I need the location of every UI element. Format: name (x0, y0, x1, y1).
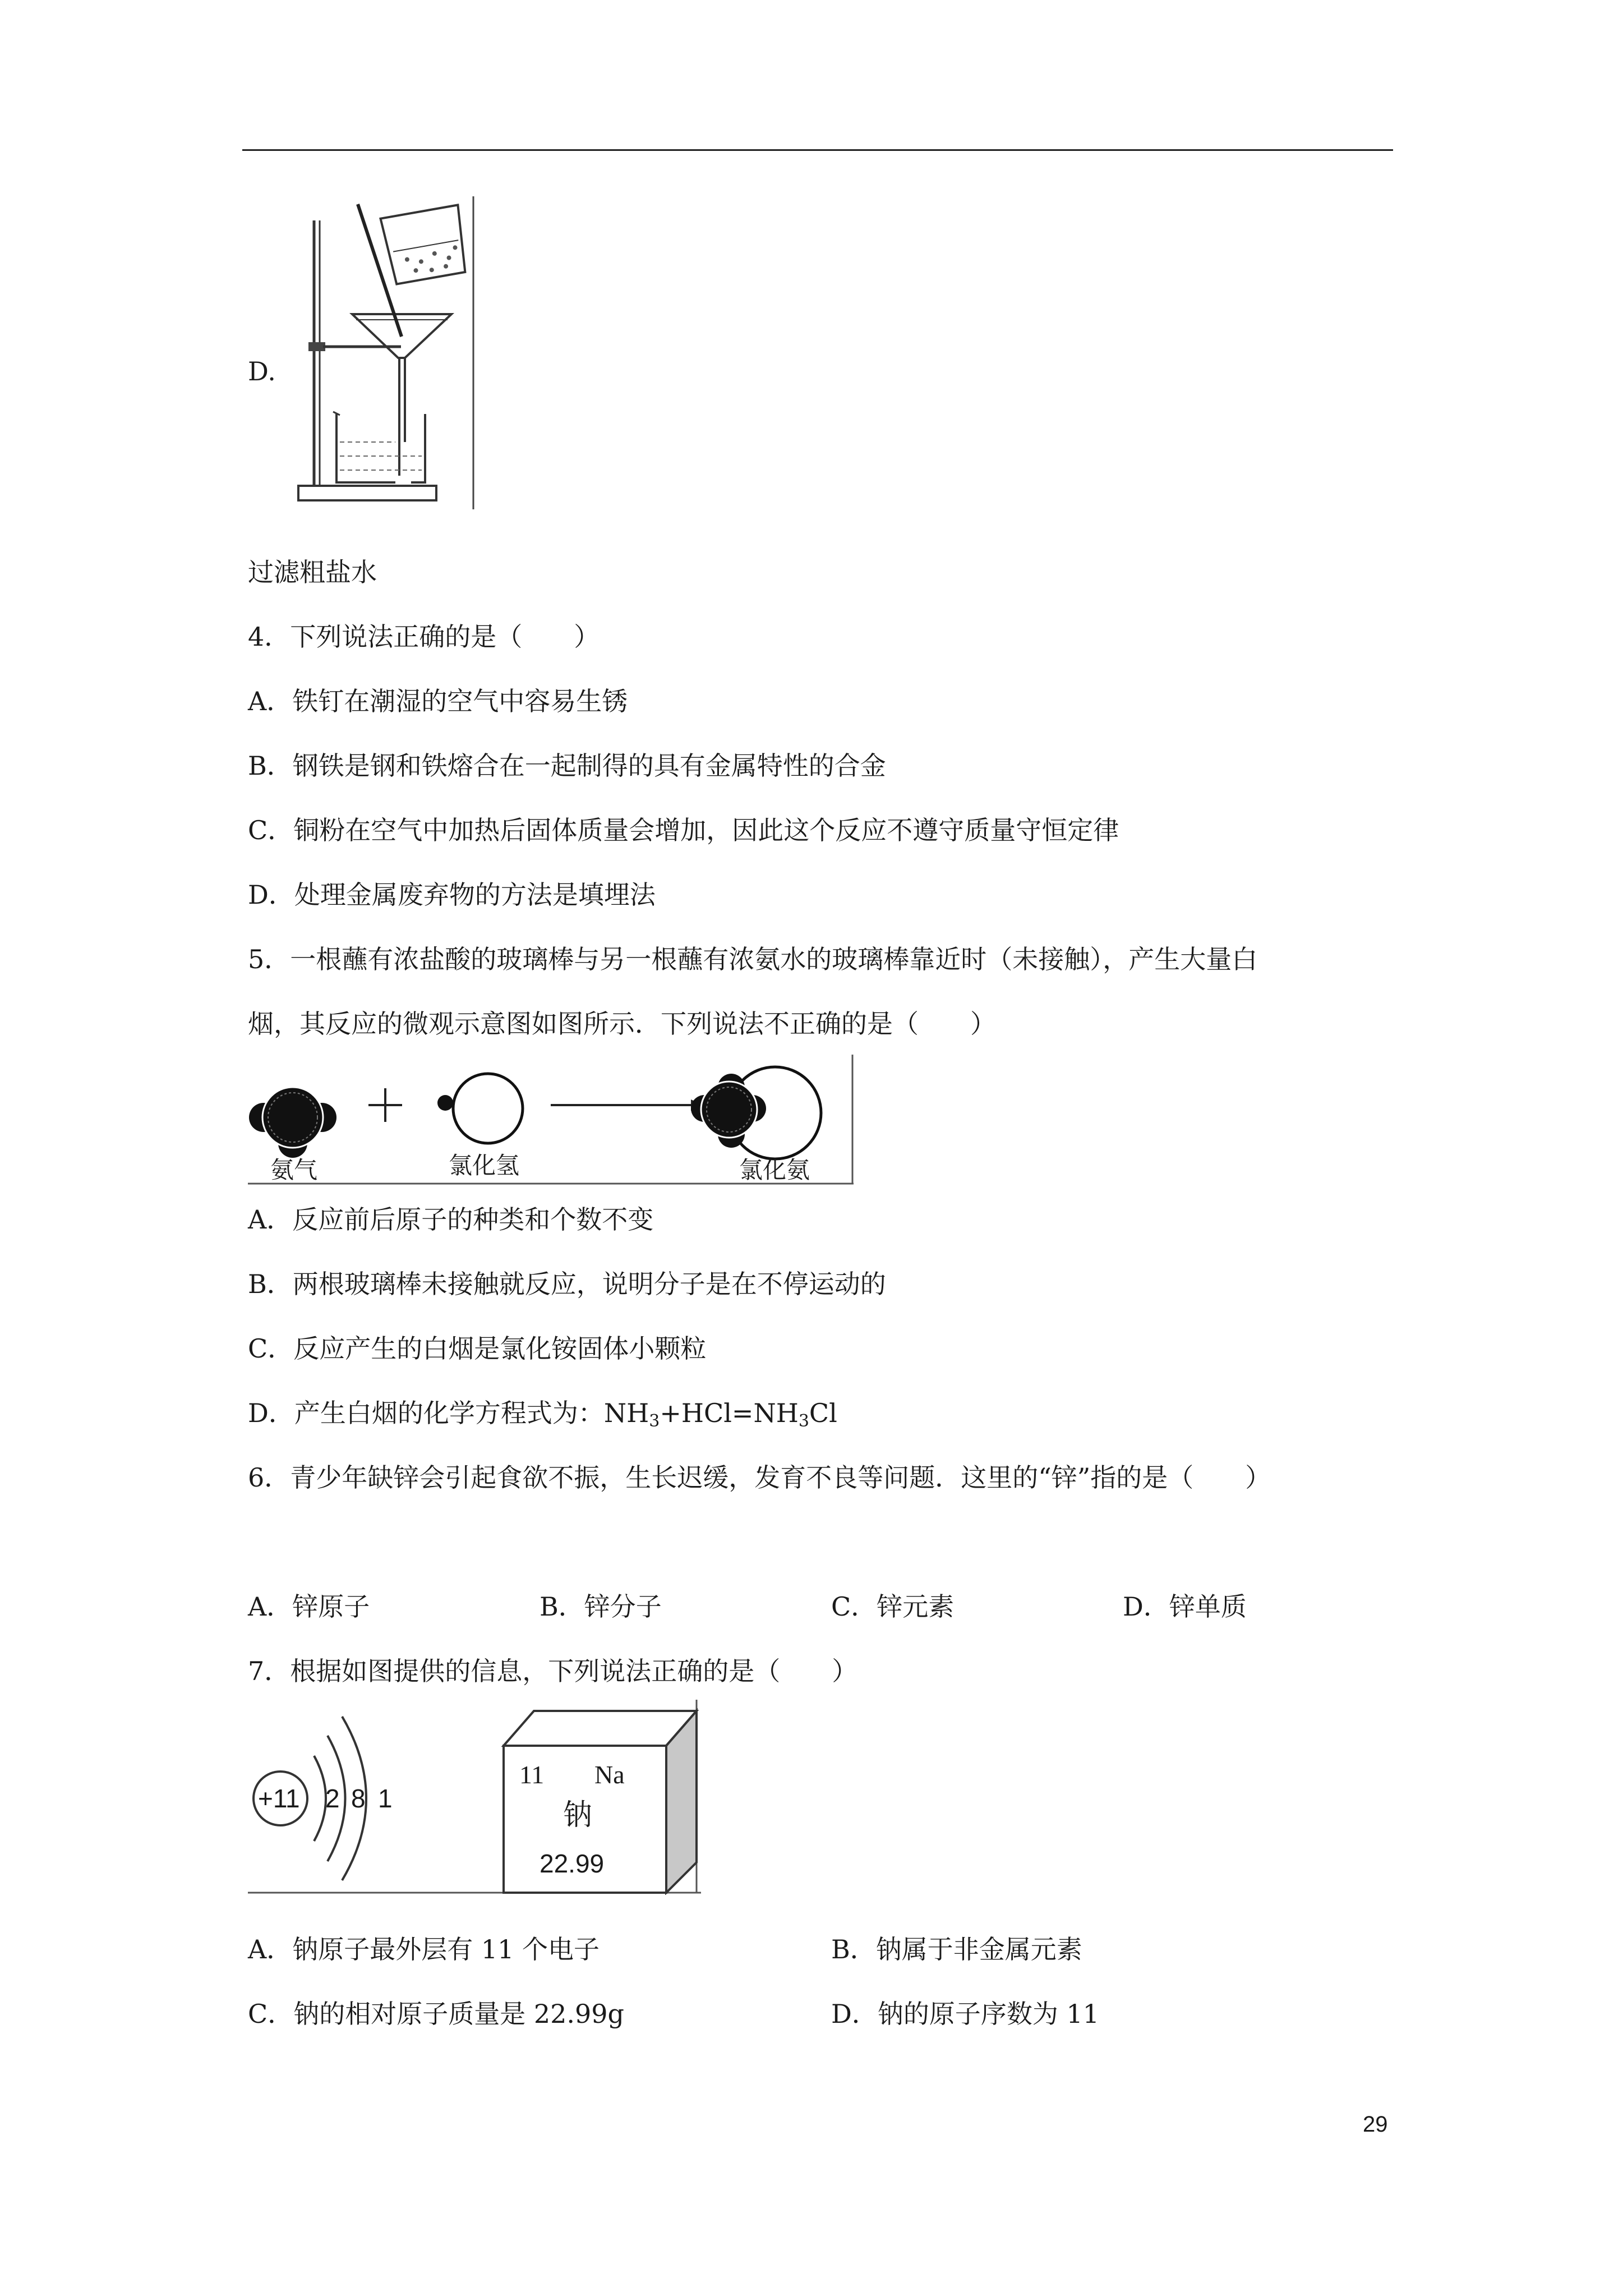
filtration-apparatus-figure (286, 195, 476, 510)
q7-stem: 7．根据如图提供的信息，下列说法正确的是（ ） (248, 1656, 858, 1686)
label-ammonia: 氨气 (270, 1156, 318, 1184)
q3-option-d-label: D. (248, 356, 276, 386)
ammonia-molecule (249, 1087, 336, 1158)
q4-option-a: A．铁钉在潮湿的空气中容易生锈 (248, 686, 628, 716)
q5-stem-line1: 5．一根蘸有浓盐酸的玻璃棒与另一根蘸有浓氨水的玻璃棒靠近时（未接触），产生大量白 (248, 944, 1258, 974)
q4-option-c: C．铜粉在空气中加热后固体质量会增加，因此这个反应不遵守质量守恒定律 (248, 815, 1119, 845)
q4-stem: 4．下列说法正确的是（ ） (248, 622, 600, 652)
nucleus-charge: +11 (258, 1784, 300, 1813)
q4-option-b: B．钢铁是钢和铁熔合在一起制得的具有金属特性的合金 (248, 751, 886, 781)
q5-option-b: B．两根玻璃棒未接触就反应，说明分子是在不停运动的 (248, 1269, 886, 1299)
label-hcl: 氯化氢 (449, 1152, 520, 1179)
element-name: 钠 (563, 1798, 593, 1832)
q5-option-a: A．反应前后原子的种类和个数不变 (248, 1204, 654, 1235)
q6-option-b: B．锌分子 (540, 1591, 662, 1622)
q7-option-c: C．钠的相对原子质量是 22.99g (248, 1999, 624, 2029)
q7-option-b: B．钠属于非金属元素 (831, 1934, 1082, 1964)
q6-stem: 6．青少年缺锌会引起食欲不振，生长迟缓，发育不良等问题．这里的“锌”指的是（ ） (248, 1462, 1271, 1493)
q7-option-d: D．钠的原子序数为 11 (831, 1999, 1100, 2029)
page-number: 29 (1363, 2112, 1388, 2137)
shell-3-electrons: 1 (378, 1784, 393, 1813)
atomic-mass: 22.99 (540, 1849, 605, 1878)
element-symbol: Na (594, 1760, 625, 1789)
q4-option-d: D．处理金属废弃物的方法是填埋法 (248, 880, 656, 910)
shell-1-electrons: 2 (325, 1784, 340, 1813)
header-rule (242, 149, 1393, 151)
label-product: 氯化氨 (739, 1156, 810, 1184)
shell-2-electrons: 8 (351, 1784, 366, 1813)
sodium-info-figure (248, 1700, 701, 1895)
q6-option-d: D．锌单质 (1123, 1591, 1247, 1622)
q5-stem-line2: 烟，其反应的微观示意图如图所示．下列说法不正确的是（ ） (248, 1009, 996, 1039)
q6-option-a: A．锌原子 (248, 1591, 370, 1622)
q5-option-c: C．反应产生的白烟是氯化铵固体小颗粒 (248, 1333, 707, 1364)
q7-option-a: A．钠原子最外层有 11 个电子 (248, 1934, 600, 1964)
reaction-diagram (248, 1055, 854, 1185)
q5-option-d: D．产生白烟的化学方程式为：$NH_3+HCl=NH_3Cl$ (248, 1398, 837, 1431)
q3-option-d-caption: 过滤粗盐水 (248, 557, 377, 587)
atomic-number: 11 (519, 1760, 545, 1789)
q6-option-c: C．锌元素 (831, 1591, 955, 1622)
product-molecule (691, 1067, 821, 1159)
hydrogen-chloride-molecule (437, 1074, 523, 1143)
